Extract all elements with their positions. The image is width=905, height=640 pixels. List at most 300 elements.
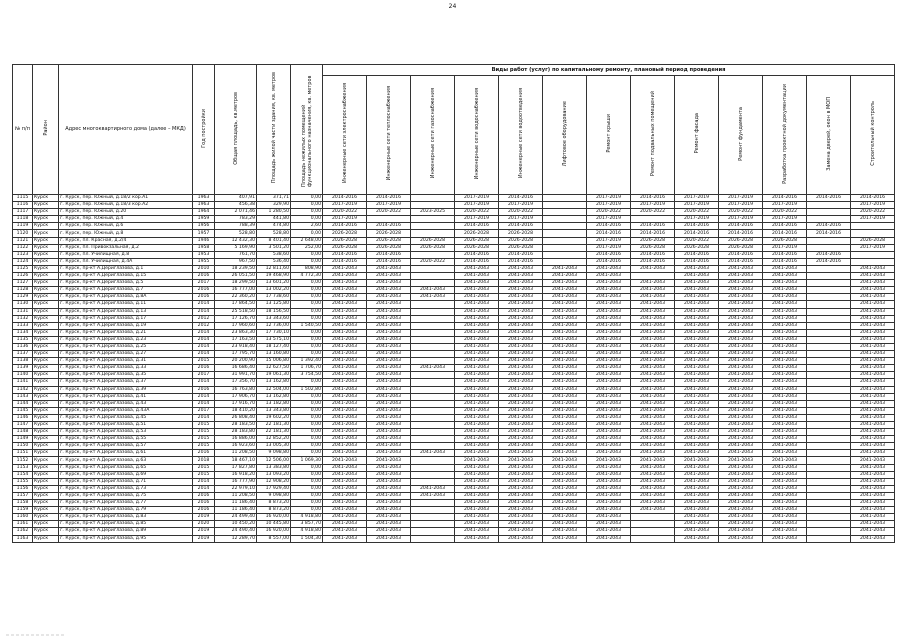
cell-work-period: 2041-2043 (455, 351, 499, 358)
cell-work-period: 2041-2043 (763, 443, 807, 450)
cell-work-period (851, 230, 895, 237)
cell-work-period: 2041-2043 (763, 315, 807, 322)
cell-work-period (411, 393, 455, 400)
cell-living-area: 8 873,20 (257, 500, 291, 507)
cell-work-period: 2041-2043 (587, 535, 631, 542)
cell-work-period: 2041-2043 (851, 315, 895, 322)
cell-nonresidential-area: 2,60 (291, 223, 323, 230)
cell-address: г. Курск, пр-кт А.Дериглазова, д.75 (59, 492, 193, 499)
cell-work-period: 2041-2043 (411, 287, 455, 294)
cell-work-period: 2041-2043 (675, 436, 719, 443)
cell-work-period: 2041-2043 (323, 407, 367, 414)
cell-work-period: 2041-2043 (455, 372, 499, 379)
cell-work-period: 2041-2043 (543, 336, 587, 343)
cell-work-period: 2041-2043 (499, 365, 543, 372)
cell-district: Курск (33, 507, 59, 514)
table-row (13, 365, 895, 372)
cell-work-period: 2041-2043 (499, 358, 543, 365)
header-work-type: Инженерные сети водоотведения (499, 76, 543, 195)
cell-work-period: 2041-2043 (851, 471, 895, 478)
cell-living-area: 22 181,30 (257, 422, 291, 429)
cell-work-period (807, 436, 851, 443)
cell-year-built: 2016 (193, 500, 215, 507)
cell-total-area: 23 918,40 (215, 343, 257, 350)
cell-work-period: 2041-2043 (587, 336, 631, 343)
cell-total-area: 18 299,50 (215, 280, 257, 287)
cell-work-period: 2041-2043 (367, 507, 411, 514)
cell-work-period: 2020-2022 (411, 258, 455, 265)
cell-work-period: 2041-2043 (587, 365, 631, 372)
cell-work-period: 2041-2043 (543, 273, 587, 280)
cell-total-area: 20 200,90 (215, 358, 257, 365)
cell-work-period (411, 471, 455, 478)
cell-work-period: 2041-2043 (323, 521, 367, 528)
cell-work-period: 2014-2016 (807, 230, 851, 237)
cell-row-number: 1142 (13, 386, 33, 393)
cell-work-period (631, 216, 675, 223)
cell-work-period: 2017-2019 (499, 216, 543, 223)
cell-work-period (631, 535, 675, 542)
cell-district: Курск (33, 393, 59, 400)
cell-work-period (807, 365, 851, 372)
cell-work-period: 2041-2043 (499, 429, 543, 436)
cell-work-period: 2041-2043 (631, 343, 675, 350)
cell-work-period: 2041-2043 (499, 528, 543, 535)
cell-work-period: 2014-2016 (675, 223, 719, 230)
cell-work-period: 2041-2043 (851, 507, 895, 514)
cell-work-period: 2026-2028 (851, 237, 895, 244)
cell-work-period: 2041-2043 (543, 492, 587, 499)
cell-row-number: 1150 (13, 443, 33, 450)
cell-district: Курск (33, 443, 59, 450)
table-row (13, 230, 895, 237)
cell-work-period: 2041-2043 (455, 294, 499, 301)
cell-work-period: 2041-2043 (499, 492, 543, 499)
cell-district: Курск (33, 329, 59, 336)
cell-work-period (411, 308, 455, 315)
cell-year-built: 2014 (193, 485, 215, 492)
cell-living-area: 18 156,50 (257, 308, 291, 315)
cell-work-period: 2041-2043 (587, 422, 631, 429)
cell-living-area: 1 280,50 (257, 209, 291, 216)
cell-work-period: 2041-2043 (675, 280, 719, 287)
cell-work-period: 2041-2043 (631, 265, 675, 272)
cell-work-period: 2041-2043 (367, 273, 411, 280)
cell-district: Курск (33, 336, 59, 343)
cell-work-period: 2041-2043 (411, 294, 455, 301)
cell-work-period: 2041-2043 (675, 535, 719, 542)
cell-work-period (411, 301, 455, 308)
cell-address: г. Курск, пр-кт А.Дериглазова, д.13 (59, 308, 193, 315)
cell-total-area: 28 183,50 (215, 422, 257, 429)
cell-work-period: 2026-2028 (367, 230, 411, 237)
header-work-type: Ремонт фасада (675, 76, 719, 195)
cell-year-built: 1964 (193, 209, 215, 216)
cell-year-built: 2015 (193, 429, 215, 436)
cell-work-period: 2041-2043 (631, 287, 675, 294)
cell-work-period: 2041-2043 (763, 407, 807, 414)
cell-work-period: 2020-2022 (455, 209, 499, 216)
cell-row-number: 1154 (13, 471, 33, 478)
cell-work-period (411, 414, 455, 421)
cell-work-period: 2041-2043 (587, 351, 631, 358)
cell-living-area: 17 730,10 (257, 329, 291, 336)
cell-work-period: 2017-2019 (719, 195, 763, 202)
cell-work-period: 2041-2043 (719, 436, 763, 443)
cell-work-period: 2026-2028 (367, 237, 411, 244)
cell-work-period (807, 265, 851, 272)
cell-work-period: 2041-2043 (499, 294, 543, 301)
cell-work-period: 2020-2022 (631, 209, 675, 216)
cell-work-period: 2041-2043 (587, 265, 631, 272)
cell-work-period (411, 223, 455, 230)
table-row (13, 287, 895, 294)
cell-work-period: 2041-2043 (587, 400, 631, 407)
cell-work-period: 2041-2043 (631, 464, 675, 471)
cell-work-period: 2041-2043 (763, 301, 807, 308)
cell-work-period (851, 223, 895, 230)
cell-work-period: 2041-2043 (587, 393, 631, 400)
cell-work-period: 2041-2043 (323, 358, 367, 365)
cell-work-period: 2041-2043 (719, 514, 763, 521)
cell-work-period: 2017-2019 (719, 202, 763, 209)
cell-work-period: 2041-2043 (631, 457, 675, 464)
cell-work-period: 2041-2043 (543, 500, 587, 507)
cell-work-period (411, 358, 455, 365)
cell-work-period: 2020-2022 (719, 209, 763, 216)
cell-nonresidential-area: 4 918,80 (291, 514, 323, 521)
cell-work-period: 2041-2043 (719, 379, 763, 386)
cell-address: г. Курск, пр-кт А.Дериглазова, д.41 (59, 393, 193, 400)
cell-work-period: 2041-2043 (631, 301, 675, 308)
cell-work-period: 2041-2043 (543, 372, 587, 379)
cell-work-period: 2014-2016 (587, 223, 631, 230)
cell-total-area: 407,91 (215, 195, 257, 202)
cell-work-period: 2017-2019 (675, 195, 719, 202)
cell-work-period (543, 209, 587, 216)
cell-work-period: 2017-2019 (851, 202, 895, 209)
cell-work-period: 2041-2043 (675, 372, 719, 379)
cell-work-period: 2041-2043 (587, 301, 631, 308)
table-row (13, 251, 895, 258)
cell-row-number: 1149 (13, 436, 33, 443)
cell-year-built: 1957 (193, 230, 215, 237)
cell-address: г. Курск, пр-кт А.Дериглазова, д.39 (59, 386, 193, 393)
cell-nonresidential-area: 0,00 (291, 436, 323, 443)
cell-work-period: 2041-2043 (455, 492, 499, 499)
table-row (13, 329, 895, 336)
cell-nonresidential-area: 0,00 (291, 379, 323, 386)
cell-work-period: 2041-2043 (499, 535, 543, 542)
cell-total-area: 12 289,70 (215, 535, 257, 542)
cell-work-period (543, 237, 587, 244)
cell-district: Курск (33, 535, 59, 542)
cell-address: г. Курск, пр-кт А.Дериглазова, д.37 (59, 379, 193, 386)
cell-work-period (411, 322, 455, 329)
cell-work-period: 2014-2016 (763, 223, 807, 230)
table-row (13, 195, 895, 202)
cell-work-period: 2041-2043 (367, 365, 411, 372)
cell-work-period: 2014-2016 (631, 195, 675, 202)
cell-work-period: 2041-2043 (367, 315, 411, 322)
cell-living-area: 16 920,00 (257, 514, 291, 521)
cell-work-period: 2041-2043 (367, 436, 411, 443)
cell-work-period: 2041-2043 (851, 372, 895, 379)
cell-work-period: 2041-2043 (543, 521, 587, 528)
cell-work-period: 2017-2019 (851, 216, 895, 223)
cell-year-built: 2016 (193, 450, 215, 457)
cell-work-period: 2041-2043 (367, 294, 411, 301)
cell-work-period: 2041-2043 (455, 280, 499, 287)
cell-row-number: 1130 (13, 301, 33, 308)
cell-work-period: 2041-2043 (587, 407, 631, 414)
cell-work-period: 2026-2028 (763, 237, 807, 244)
cell-living-area: 3 501,20 (257, 244, 291, 251)
cell-work-period: 2014-2016 (323, 195, 367, 202)
cell-work-period (807, 464, 851, 471)
cell-living-area: 10 445,80 (257, 521, 291, 528)
cell-district: Курск (33, 471, 59, 478)
cell-work-period: 2041-2043 (455, 379, 499, 386)
cell-nonresidential-area: 0,00 (291, 471, 323, 478)
header-work-type: Лифтовое оборудование (543, 76, 587, 195)
cell-district: Курск (33, 351, 59, 358)
cell-work-period: 2041-2043 (499, 301, 543, 308)
table-row (13, 294, 895, 301)
cell-work-period: 2041-2043 (587, 287, 631, 294)
cell-work-period: 2041-2043 (851, 450, 895, 457)
header-work-type: Инженерные сети электроснабжения (323, 76, 367, 195)
cell-work-period: 2041-2043 (455, 414, 499, 421)
cell-address: г. Курск, пер. Южный, д.18/3 кор.А2 (59, 202, 193, 209)
cell-work-period: 2041-2043 (367, 372, 411, 379)
cell-work-period: 2041-2043 (631, 379, 675, 386)
cell-work-period: 2041-2043 (323, 422, 367, 429)
cell-nonresidential-area: 0,00 (291, 422, 323, 429)
cell-work-period: 2041-2043 (499, 436, 543, 443)
cell-work-period (411, 351, 455, 358)
cell-district: Курск (33, 294, 59, 301)
cell-work-period: 2026-2028 (675, 244, 719, 251)
cell-work-period (851, 251, 895, 258)
cell-work-period: 2041-2043 (587, 273, 631, 280)
cell-work-period: 2041-2043 (499, 280, 543, 287)
cell-district: Курск (33, 308, 59, 315)
cell-work-period: 2026-2028 (719, 237, 763, 244)
cell-nonresidential-area: 0,00 (291, 400, 323, 407)
cell-work-period: 2026-2028 (367, 244, 411, 251)
cell-total-area: 31 991,70 (215, 372, 257, 379)
cell-nonresidential-area: 0,00 (291, 393, 323, 400)
cell-work-period: 2041-2043 (323, 379, 367, 386)
cell-work-period (807, 244, 851, 251)
cell-total-area: 788,39 (215, 223, 257, 230)
cell-work-period: 2014-2016 (719, 223, 763, 230)
cell-work-period: 2014-2016 (719, 230, 763, 237)
cell-total-area: 17 126,70 (215, 315, 257, 322)
cell-work-period (411, 514, 455, 521)
cell-work-period: 2041-2043 (763, 265, 807, 272)
cell-work-period: 2041-2043 (543, 464, 587, 471)
cell-work-period: 2041-2043 (675, 521, 719, 528)
cell-row-number: 1156 (13, 485, 33, 492)
cell-row-number: 1163 (13, 535, 33, 542)
table-row (13, 393, 895, 400)
cell-work-period: 2041-2043 (851, 265, 895, 272)
cell-row-number: 1115 (13, 195, 33, 202)
header-work-type: Строительный контроль (851, 76, 895, 195)
cell-district: Курск (33, 422, 59, 429)
cell-nonresidential-area: 2 648,00 (291, 237, 323, 244)
cell-district: Курск (33, 485, 59, 492)
table-row (13, 535, 895, 542)
cell-total-area: 11 208,50 (215, 450, 257, 457)
cell-year-built: 1958 (193, 244, 215, 251)
cell-work-period: 2041-2043 (499, 379, 543, 386)
cell-living-area: 12 736,00 (257, 322, 291, 329)
cell-work-period: 2041-2043 (675, 507, 719, 514)
cell-work-period: 2041-2043 (763, 507, 807, 514)
cell-work-period: 2041-2043 (323, 514, 367, 521)
cell-work-period: 2041-2043 (455, 273, 499, 280)
cell-work-period (807, 287, 851, 294)
cell-work-period (807, 343, 851, 350)
cell-work-period (543, 251, 587, 258)
cell-living-area: 12 627,50 (257, 365, 291, 372)
cell-work-period: 2041-2043 (323, 464, 367, 471)
cell-work-period: 2041-2043 (367, 308, 411, 315)
cell-work-period: 2041-2043 (543, 315, 587, 322)
cell-work-period: 2041-2043 (323, 443, 367, 450)
cell-row-number: 1127 (13, 280, 33, 287)
cell-nonresidential-area: 0,00 (291, 216, 323, 223)
cell-work-period (807, 400, 851, 407)
cell-work-period: 2041-2043 (587, 492, 631, 499)
cell-work-period: 2041-2043 (631, 336, 675, 343)
cell-work-period: 2041-2043 (763, 485, 807, 492)
cell-work-period: 2041-2043 (455, 322, 499, 329)
cell-work-period (543, 230, 587, 237)
cell-year-built: 2016 (193, 287, 215, 294)
header-work-type: Разработка проектной документации (763, 76, 807, 195)
cell-work-period: 2041-2043 (455, 429, 499, 436)
cell-work-period: 2014-2016 (323, 258, 367, 265)
cell-work-period (411, 386, 455, 393)
cell-work-period: 2041-2043 (851, 429, 895, 436)
cell-row-number: 1145 (13, 407, 33, 414)
cell-district: Курск (33, 450, 59, 457)
cell-work-period: 2041-2043 (367, 379, 411, 386)
cell-work-period (807, 237, 851, 244)
cell-work-period (807, 521, 851, 528)
cell-work-period: 2041-2043 (499, 464, 543, 471)
cell-work-period: 2041-2043 (675, 365, 719, 372)
cell-work-period: 2041-2043 (719, 365, 763, 372)
cell-work-period: 2041-2043 (543, 443, 587, 450)
cell-work-period: 2041-2043 (763, 429, 807, 436)
cell-address: г. Курск, пр-кт А.Дериглазова, д.27 (59, 351, 193, 358)
cell-work-period: 2041-2043 (763, 294, 807, 301)
cell-work-period: 2041-2043 (455, 393, 499, 400)
cell-work-period (807, 322, 851, 329)
header-work-type: Ремонт фундамента (719, 76, 763, 195)
cell-work-period: 2014-2016 (367, 251, 411, 258)
header-nonresidential-area: Площадь нежилых помещений функционального назначения, кв. метров (291, 65, 323, 195)
cell-work-period: 2041-2043 (851, 365, 895, 372)
cell-work-period: 2041-2043 (455, 450, 499, 457)
cell-work-period: 2014-2016 (807, 195, 851, 202)
cell-work-period: 2041-2043 (367, 336, 411, 343)
cell-living-area: 19 602,20 (257, 414, 291, 421)
cell-address: г. Курск, пл. Училищная, д.8 (59, 251, 193, 258)
cell-work-period: 2041-2043 (631, 294, 675, 301)
cell-row-number: 1158 (13, 500, 33, 507)
cell-year-built: 2015 (193, 436, 215, 443)
cell-work-period (807, 273, 851, 280)
cell-work-period: 2014-2016 (499, 251, 543, 258)
cell-work-period: 2041-2043 (763, 386, 807, 393)
cell-living-area: 22 181,30 (257, 429, 291, 436)
cell-work-period (411, 195, 455, 202)
cell-work-period: 2026-2028 (631, 244, 675, 251)
cell-work-period: 2041-2043 (323, 436, 367, 443)
cell-work-period: 2041-2043 (587, 450, 631, 457)
header-district: Район (33, 65, 59, 195)
cell-work-period: 2041-2043 (411, 485, 455, 492)
cell-work-period: 2017-2019 (631, 202, 675, 209)
cell-district: Курск (33, 514, 59, 521)
cell-work-period: 2041-2043 (499, 386, 543, 393)
cell-work-period (411, 315, 455, 322)
table-row (13, 343, 895, 350)
cell-work-period: 2017-2019 (587, 195, 631, 202)
cell-work-period: 2041-2043 (851, 322, 895, 329)
cell-living-area: 13 162,80 (257, 393, 291, 400)
cell-work-period: 2041-2043 (499, 407, 543, 414)
table-row (13, 521, 895, 528)
cell-year-built: 2019 (193, 514, 215, 521)
cell-work-period: 2041-2043 (851, 386, 895, 393)
cell-work-period: 2014-2016 (631, 258, 675, 265)
cell-work-period: 2041-2043 (455, 386, 499, 393)
cell-work-period: 2041-2043 (851, 436, 895, 443)
cell-total-area: 18 410,20 (215, 407, 257, 414)
cell-work-period: 2041-2043 (719, 400, 763, 407)
cell-living-area: 13 182,80 (257, 400, 291, 407)
cell-work-period: 2041-2043 (543, 386, 587, 393)
cell-total-area: 17 960,60 (215, 322, 257, 329)
cell-district: Курск (33, 386, 59, 393)
table-row (13, 492, 895, 499)
cell-work-period: 2041-2043 (411, 365, 455, 372)
cell-work-period: 2041-2043 (763, 351, 807, 358)
cell-work-period: 2041-2043 (367, 457, 411, 464)
cell-row-number: 1134 (13, 329, 33, 336)
cell-work-period: 2041-2043 (719, 457, 763, 464)
cell-work-period: 2014-2016 (587, 251, 631, 258)
cell-work-period: 2014-2016 (851, 195, 895, 202)
cell-work-period: 2041-2043 (455, 478, 499, 485)
cell-work-period: 2041-2043 (323, 450, 367, 457)
cell-living-area: 9 098,80 (257, 450, 291, 457)
cell-work-period (411, 230, 455, 237)
cell-year-built: 2016 (193, 386, 215, 393)
cell-work-period: 2041-2043 (675, 400, 719, 407)
cell-work-period (807, 407, 851, 414)
cell-work-period: 2017-2019 (455, 216, 499, 223)
cell-work-period: 2014-2016 (763, 251, 807, 258)
cell-work-period: 2041-2043 (455, 329, 499, 336)
